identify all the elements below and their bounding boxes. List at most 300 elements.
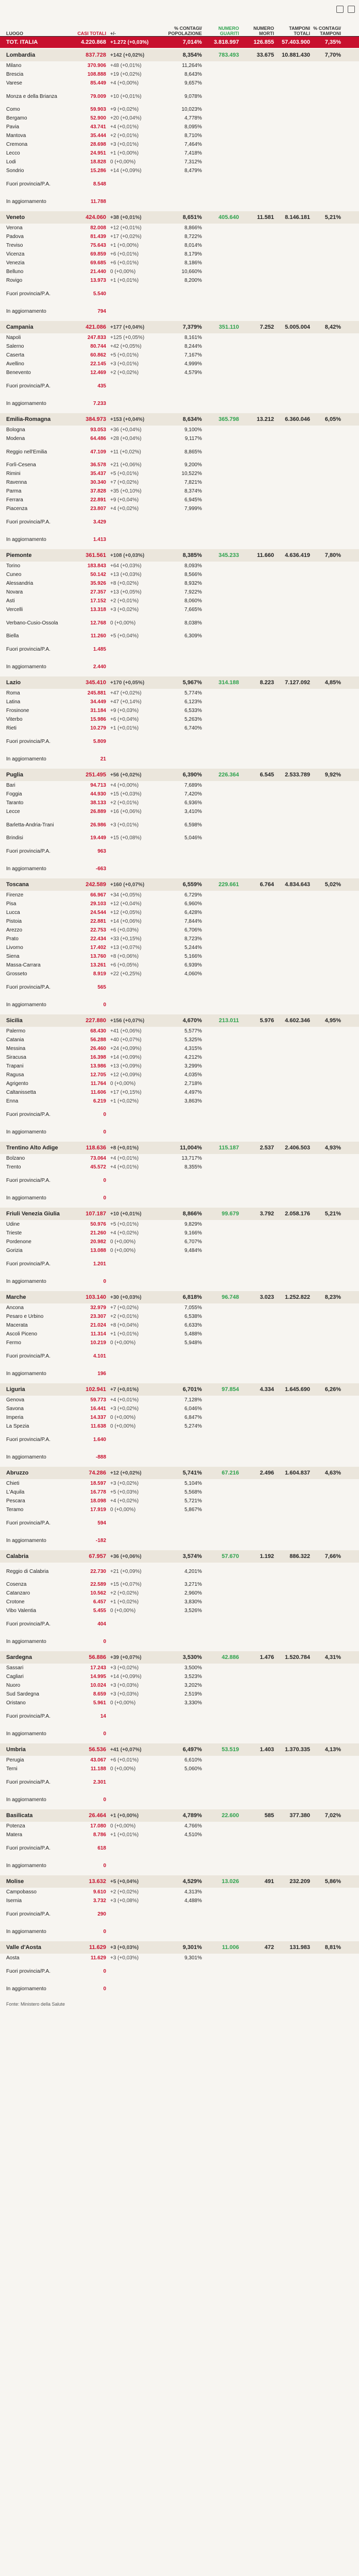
province-delta: +9 (+0,03%) [110,708,139,714]
province-pop: 8,479% [184,168,202,174]
region-pop: 5,967% [182,680,202,686]
province-pop: 6,610% [184,1757,202,1763]
province-delta: 0 (+0,00%) [110,1415,136,1420]
region-row[interactable] [0,413,359,426]
region-tamp: 1.604.837 [285,1470,310,1476]
region-row[interactable] [0,878,359,891]
region-tamp: 886.322 [289,1553,310,1560]
col-morti[interactable]: NUMERO MORTI [253,26,274,36]
region-morti: 4.334 [260,1386,274,1393]
province-row [0,333,359,342]
province-name: Sassari [6,1665,24,1671]
province-name: In aggiornamento [6,1002,46,1008]
region-gua: 97.854 [221,1386,239,1393]
province-cases: 1.201 [93,1261,106,1267]
province-name: Fuori provincia/P.A. [6,519,50,525]
province-row [0,1497,359,1505]
province-row [0,1773,359,1791]
province-row [0,61,359,70]
region-pop: 6,497% [182,1747,202,1753]
province-pop: 4,766% [184,1823,202,1829]
province-cases: 17.402 [90,945,106,951]
region-tamp: 4.834.643 [285,882,310,888]
region-morti: 8.223 [260,680,274,686]
region-gua: 99.679 [221,1211,239,1217]
province-cases: 963 [97,848,106,854]
region-delta: +10 (+0,01%) [110,1211,142,1217]
province-delta: +2 (+0,01%) [110,598,139,604]
col-tamponi[interactable]: TAMPONI TOTALI [289,26,310,36]
province-pop: 8,038% [184,620,202,626]
province-row [0,1413,359,1422]
province-pop: 8,014% [184,243,202,248]
province-pop: 9,829% [184,1222,202,1227]
province-pop: 5,577% [184,1028,202,1034]
province-cases: 81.439 [90,234,106,240]
region-cases: 103.140 [86,1294,106,1300]
region-row[interactable] [0,211,359,224]
province-name: In aggiornamento [6,1129,46,1135]
province-cases: 11.638 [90,1423,106,1429]
total-morti: 126.855 [253,39,274,45]
province-cases: 75.643 [90,243,106,248]
province-cases: 13.088 [90,1248,106,1253]
col-luogo[interactable]: LUOGO [6,31,23,36]
province-name: Livorno [6,945,23,951]
province-delta: +1 (+0,01%) [110,278,139,283]
province-row [0,1347,359,1365]
region-tamp: 2.406.503 [285,1145,310,1151]
province-cases: 17.243 [90,1665,106,1671]
region-tamp: 7.127.092 [285,680,310,686]
province-row [0,1431,359,1448]
province-row [0,1273,359,1290]
province-name: Cagliari [6,1674,24,1680]
province-delta: +8 (+0,06%) [110,954,139,959]
province-row [0,149,359,158]
province-name: Lecce [6,809,20,815]
province-row [0,781,359,790]
province-cases: 10.024 [90,1683,106,1688]
province-pop: 6,707% [184,1239,202,1245]
table-header [0,18,359,37]
total-name: TOT. ITALIA [6,39,38,45]
province-name: Varese [6,80,22,86]
region-row[interactable] [0,321,359,333]
region-pct: 9,92% [324,772,341,778]
region-name: Campania [6,324,33,330]
col-pct[interactable]: % CONTAGI/ TAMPONI [313,26,341,36]
province-row [0,259,359,267]
province-delta: +1 (+0,01%) [110,1331,139,1337]
province-name: Pistoia [6,919,22,924]
province-name: Biella [6,633,19,639]
province-pop: 6,729% [184,892,202,898]
province-row [0,1079,359,1088]
province-pop: 6,936% [184,800,202,806]
province-row [0,562,359,570]
province-pop: 13,717% [181,1156,202,1161]
province-row [0,1681,359,1690]
province-cases: 10.219 [90,1340,106,1346]
province-delta: +47 (+0,02%) [110,690,142,696]
province-row [0,241,359,250]
province-row [0,1027,359,1036]
province-delta: 0 (+0,00%) [110,1507,136,1513]
province-pop: 4,488% [184,1898,202,1904]
region-cases: 11.629 [89,1944,106,1951]
province-name: Cremona [6,142,28,147]
province-name: Campobasso [6,1889,37,1895]
region-morti: 2.537 [260,1145,274,1151]
region-gua: 226.364 [218,772,239,778]
embed-icon[interactable] [348,6,355,13]
province-pop: 4,313% [184,1889,202,1895]
region-cases: 424.060 [86,214,106,221]
province-delta: +10 (+0,01%) [110,93,142,99]
province-name: Udine [6,1222,20,1227]
region-row[interactable] [0,1743,359,1756]
region-delta: +12 (+0,02%) [110,1470,142,1476]
province-delta: +12 (+0,04%) [110,901,142,907]
region-morti: 11.660 [257,552,274,558]
region-morti: 3.023 [260,1294,274,1300]
province-cases: 22.891 [90,497,106,503]
province-name: Treviso [6,243,23,248]
region-row[interactable] [0,1208,359,1220]
province-cases: 20.982 [90,1239,106,1245]
region-row[interactable] [0,1875,359,1888]
province-name: In aggiornamento [6,756,46,762]
province-name: Rieti [6,725,17,731]
province-cases: 50.142 [90,572,106,578]
province-row [0,834,359,842]
province-delta: +4 (+0,02%) [110,1230,139,1236]
province-row [0,715,359,724]
province-delta: +21 (+0,09%) [110,1568,142,1574]
province-delta: +2 (+0,01%) [110,1314,139,1319]
region-delta: +108 (+0,03%) [110,552,145,558]
province-cases: 10.562 [90,1590,106,1596]
province-row [0,891,359,900]
province-row [0,1580,359,1589]
province-cases: 12.768 [90,620,106,626]
province-name: Genova [6,1397,25,1403]
province-pop: 8,095% [184,124,202,130]
province-pop: 6,538% [184,1314,202,1319]
province-delta: 0 (+0,00%) [110,1340,136,1346]
province-pop: 4,510% [184,1832,202,1838]
col-guariti[interactable]: NUMERO GUARITI [218,26,239,36]
region-gua: 213.011 [218,1018,239,1024]
total-delta: +1.272 (+0,03%) [110,39,149,45]
province-pop: 5,244% [184,945,202,951]
province-row [0,351,359,360]
region-row[interactable] [0,1383,359,1396]
province-name: Perugia [6,1757,24,1763]
province-pop: 8,200% [184,278,202,283]
province-delta: +1 (+0,02%) [110,1098,139,1104]
province-delta: +14 (+0,09%) [110,1674,142,1680]
province-delta: +9 (+0,02%) [110,107,139,112]
province-row [0,605,359,614]
province-cases: 21.024 [90,1323,106,1328]
province-cases: 2.301 [93,1779,106,1785]
region-row[interactable] [0,769,359,781]
province-name: Asti [6,598,15,604]
province-name: Imperia [6,1415,24,1420]
region-gua: 405.640 [218,214,239,221]
province-name: Catania [6,1037,24,1043]
region-pct: 5,02% [324,882,341,888]
province-name: Verbano-Cusio-Ossola [6,620,58,626]
province-delta: +1 (+0,01%) [110,1832,139,1838]
province-name: Fuori provincia/P.A. [6,291,50,297]
region-pop: 6,390% [182,772,202,778]
province-name: Belluno [6,269,24,275]
region-tamp: 1.645.690 [285,1386,310,1393]
province-pop: 10,023% [181,107,202,112]
province-cases: 43.741 [90,124,106,130]
province-row [0,935,359,943]
province-row [0,1606,359,1615]
region-cases: 13.632 [89,1878,106,1885]
region-gua: 345.233 [218,552,239,558]
region-delta: +160 (+0,07%) [110,882,145,888]
province-row [0,750,359,768]
province-name: Fuori provincia/P.A. [6,1111,50,1117]
province-row [0,496,359,504]
province-cases: 183.843 [87,563,106,569]
region-pct: 5,86% [324,1878,341,1885]
province-pop: 2,519% [184,1691,202,1697]
province-row [0,1154,359,1163]
col-casi[interactable]: CASI TOTALI [77,31,106,36]
province-row [0,1422,359,1431]
province-name: Milano [6,63,22,69]
province-pop: 9,166% [184,1230,202,1236]
province-row [0,1097,359,1106]
region-cases: 56.886 [89,1654,106,1660]
province-delta: +12 (+0,01%) [110,225,142,231]
col-delta[interactable]: +/- [110,31,116,36]
province-row [0,513,359,531]
region-row[interactable] [0,1291,359,1303]
province-name: Crotone [6,1599,25,1605]
region-cases: 118.636 [86,1145,106,1151]
region-delta: +41 (+0,07%) [110,1747,142,1753]
province-cases: 50.976 [90,1222,106,1227]
province-pop: 8,932% [184,581,202,586]
province-delta: +3 (+0,08%) [110,1898,139,1904]
province-name: In aggiornamento [6,1928,46,1935]
province-name: Messina [6,1046,26,1052]
region-delta: +1 (+0,00%) [110,1812,139,1819]
province-name: Arezzo [6,927,23,933]
province-pop: 7,128% [184,1397,202,1403]
region-morti: 1.476 [260,1654,274,1660]
province-row [0,614,359,632]
province-delta: +16 (+0,06%) [110,809,142,815]
region-delta: +153 (+0,04%) [110,416,145,422]
region-delta: +39 (+0,07%) [110,1654,142,1660]
province-cases: 29.103 [90,901,106,907]
region-pop: 4,789% [182,1812,202,1819]
province-row [0,1053,359,1062]
province-row [0,900,359,908]
province-delta: 0 (+0,00%) [110,1823,136,1829]
province-pop: 7,418% [184,150,202,156]
province-row [0,1791,359,1808]
province-row [0,1321,359,1330]
province-name: Foggia [6,791,22,797]
region-name: Toscana [6,882,29,888]
province-pop: 9,301% [184,1955,202,1961]
region-row[interactable] [0,676,359,689]
province-name: Ascoli Piceno [6,1331,38,1337]
province-row [0,706,359,715]
province-delta: +21 (+0,06%) [110,462,142,468]
province-cases: 16.398 [90,1055,106,1060]
region-pop: 6,818% [182,1294,202,1300]
region-row[interactable] [0,1941,359,1954]
province-delta: +5 (+0,04%) [110,633,139,639]
province-row [0,816,359,834]
province-delta: +4 (+0,02%) [110,1498,139,1504]
province-name: Roma [6,690,20,696]
province-cases: 27.357 [90,589,106,595]
province-pop: 6,533% [184,708,202,714]
region-row[interactable] [0,1651,359,1664]
region-cases: 74.286 [89,1470,106,1476]
province-delta: +14 (+0,09%) [110,1055,142,1060]
province-delta: +2 (+0,02%) [110,1889,139,1895]
province-delta: +4 (+0,01%) [110,1164,139,1170]
province-cases: 2.440 [93,664,106,670]
region-row[interactable] [0,1014,359,1027]
total-tamponi: 57.403.900 [281,39,310,45]
province-pop: 5,166% [184,954,202,959]
share-icon[interactable] [336,6,344,13]
province-cases: 14.337 [90,1415,106,1420]
province-cases: 8.548 [93,181,106,187]
province-delta: +6 (+0,05%) [110,962,139,968]
province-name: Fuori provincia/P.A. [6,646,50,652]
region-row[interactable] [0,1809,359,1822]
province-cases: 5.455 [93,1608,106,1614]
province-cases: 5.961 [93,1700,106,1706]
province-cases: 14.995 [90,1674,106,1680]
province-name: In aggiornamento [6,1638,46,1645]
province-name: Grosseto [6,971,27,977]
province-delta: +8 (+0,04%) [110,1323,139,1328]
province-cases: 26.460 [90,1046,106,1052]
region-row[interactable] [0,49,359,61]
region-gua: 351.110 [218,324,239,330]
province-row [0,724,359,733]
region-name: Liguria [6,1386,25,1393]
province-name: Fuori provincia/P.A. [6,1520,50,1526]
province-row [0,158,359,166]
province-pop: 10,660% [181,269,202,275]
region-pop: 5,741% [182,1470,202,1476]
province-row [0,1923,359,1940]
province-pop: 8,179% [184,251,202,257]
province-pop: 9,200% [184,462,202,468]
province-cases: 8.659 [93,1691,106,1697]
province-cases: 19.449 [90,835,106,841]
province-name: Caserta [6,352,25,358]
province-row [0,799,359,807]
province-pop: 6,939% [184,962,202,968]
region-gua: 42.886 [221,1654,239,1660]
province-delta: 0 (+0,00%) [110,1081,136,1087]
province-delta: +47 (+0,14%) [110,699,142,705]
province-name: Sud Sardegna [6,1691,39,1697]
province-name: Parma [6,488,22,494]
region-row[interactable] [0,1467,359,1479]
region-row[interactable] [0,549,359,562]
region-cases: 242.589 [86,882,106,888]
province-cases: 47.109 [90,449,106,455]
province-row [0,224,359,232]
province-row [0,79,359,88]
region-name: Abruzzo [6,1470,29,1476]
province-cases: 22.881 [90,919,106,924]
province-name: Sondrio [6,168,24,174]
top-bar [0,0,359,18]
province-cases: 0 [103,1986,106,1992]
province-name: L'Aquila [6,1489,25,1495]
province-pop: 4,497% [184,1090,202,1095]
source-note: Fonte: Ministero della Salute [6,2002,65,2007]
region-cases: 102.941 [86,1386,106,1393]
province-delta: +7 (+0,02%) [110,1305,139,1311]
province-cases: 247.833 [87,335,106,341]
province-cases: 0 [103,1278,106,1284]
region-delta: +5 (+0,04%) [110,1878,139,1885]
province-pop: 3,410% [184,809,202,815]
province-cases: 1.640 [93,1436,106,1443]
province-row [0,377,359,395]
province-row [0,434,359,443]
region-tamp: 2.533.789 [285,772,310,778]
col-pop[interactable]: % CONTAGI/ POPOLAZIONE [168,26,202,36]
province-row [0,1071,359,1079]
province-delta: +5 (+0,01%) [110,352,139,358]
province-name: Torino [6,563,21,569]
province-row [0,1962,359,1980]
province-row [0,790,359,799]
region-pop: 3,530% [182,1654,202,1660]
region-morti: 11.581 [257,214,274,221]
region-pct: 8,81% [324,1944,341,1951]
province-pop: 5,274% [184,1423,202,1429]
province-cases: 0 [103,1638,106,1645]
province-name: In aggiornamento [6,866,46,872]
province-row [0,1163,359,1172]
province-delta: +5 (+0,01%) [110,1222,139,1227]
region-morti: 2.496 [260,1470,274,1476]
province-cases: 0 [103,1111,106,1117]
province-name: Fuori provincia/P.A. [6,738,50,744]
region-name: Sardegna [6,1654,32,1660]
province-cases: 34.449 [90,699,106,705]
province-cases: 594 [97,1520,106,1526]
province-pop: 5,488% [184,1331,202,1337]
region-row[interactable] [0,1142,359,1154]
region-row[interactable] [0,1550,359,1563]
